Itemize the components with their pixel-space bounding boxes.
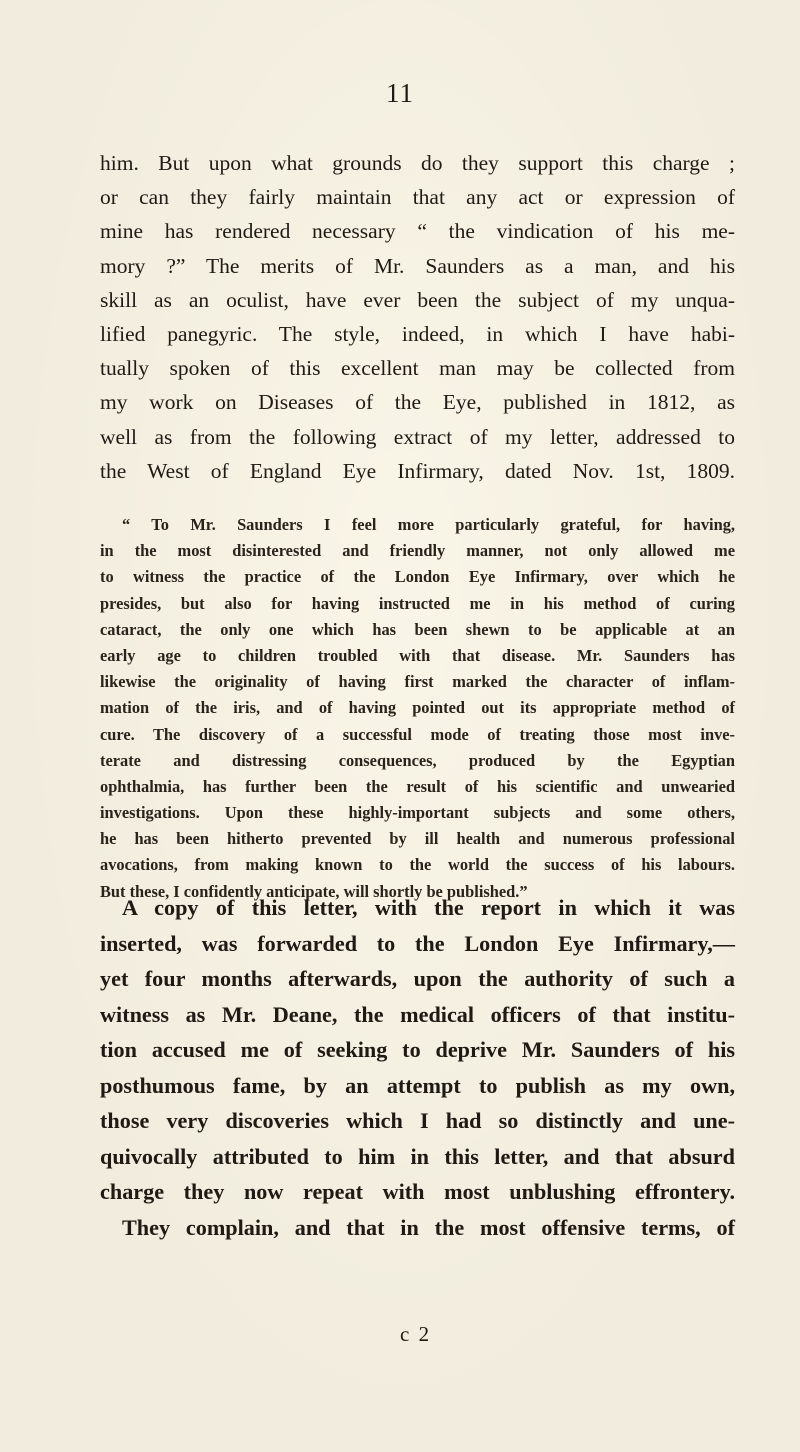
text-line: mory ?” The merits of Mr. Saunders as a man, and his: [100, 253, 735, 278]
text-line: quivocally attributed to him in this letter, and that absurd: [100, 1143, 735, 1169]
text-line: posthumous fame, by an attempt to publish as my own,: [100, 1072, 735, 1098]
text-line: him. But upon what grounds do they support this charge ;: [100, 151, 735, 175]
text-line: They complain, and that in the most offensive terms, of: [122, 1214, 735, 1240]
text-line: well as from the following extract of my letter, addressed to: [100, 424, 735, 449]
text-line: tion accused me of seeking to deprive Mr. Saunders of his: [100, 1037, 735, 1062]
quote-line: “ To Mr. Saunders I feel more particularly grateful, for having,: [122, 515, 735, 534]
text-line: yet four months afterwards, upon the authority of such a: [100, 966, 735, 991]
text-line: lified panegyric. The style, indeed, in which I have habi-: [100, 321, 735, 346]
quote-line: likewise the originality of having first marked the character of inflam-: [100, 672, 735, 692]
quote-line: ophthalmia, has further been the result of his scientific and unwearied: [100, 776, 735, 796]
quote-line: cure. The discovery of a successful mode of treating those most inve-: [100, 724, 735, 744]
text-line: witness as Mr. Deane, the medical officers of that institu-: [100, 1001, 735, 1027]
quote-line: he has been hitherto prevented by ill health and numerous professional: [100, 829, 735, 849]
text-line: those very discoveries which I had so distinctly and une-: [100, 1108, 735, 1133]
quote-line: presides, but also for having instructed me in his method of curing: [100, 593, 735, 613]
text-line: skill as an oculist, have ever been the subject of my unqua-: [100, 287, 735, 312]
text-line: my work on Diseases of the Eye, published in 1812, as: [100, 390, 735, 415]
quote-line: in the most disinterested and friendly manner, not only allowed me: [100, 541, 735, 561]
quote-line: to witness the practice of the London Eye Infirmary, over which he: [100, 567, 735, 587]
quote-line: mation of the iris, and of having pointed out its appropriate method of: [100, 698, 735, 718]
quote-line: investigations. Upon these highly-important subjects and some others,: [100, 803, 735, 823]
text-line: inserted, was forwarded to the London Eye Infirmary,—: [100, 930, 735, 956]
text-line: or can they fairly maintain that any act or expression of: [100, 185, 735, 210]
text-line: the West of England Eye Infirmary, dated Nov. 1st, 1809.: [100, 458, 735, 483]
text-line: mine has rendered necessary “ the vindication of his me-: [100, 219, 735, 244]
text-line: tually spoken of this excellent man may be collected from: [100, 356, 735, 381]
paragraph-1: [100, 146, 735, 488]
quote-line: avocations, from making known to the world the success of his labours.: [100, 855, 735, 875]
quote-line: cataract, the only one which has been shewn to be applicable at an: [100, 619, 735, 639]
text-line: A copy of this letter, with the report in which it was: [122, 895, 735, 920]
text-line: charge they now repeat with most unblushing effrontery.: [100, 1179, 735, 1204]
quote-line: terate and distressing consequences, produced by the Egyptian: [100, 750, 735, 770]
quote-line: early age to children troubled with that disease. Mr. Saunders has: [100, 645, 735, 665]
page-number: 11: [386, 78, 414, 108]
quote-line: But these, I confidently anticipate, will shortly be published.”: [100, 881, 528, 901]
signature-mark: c 2: [400, 1322, 432, 1346]
paragraph-2: [100, 890, 735, 1245]
letter-extract: [100, 512, 735, 905]
